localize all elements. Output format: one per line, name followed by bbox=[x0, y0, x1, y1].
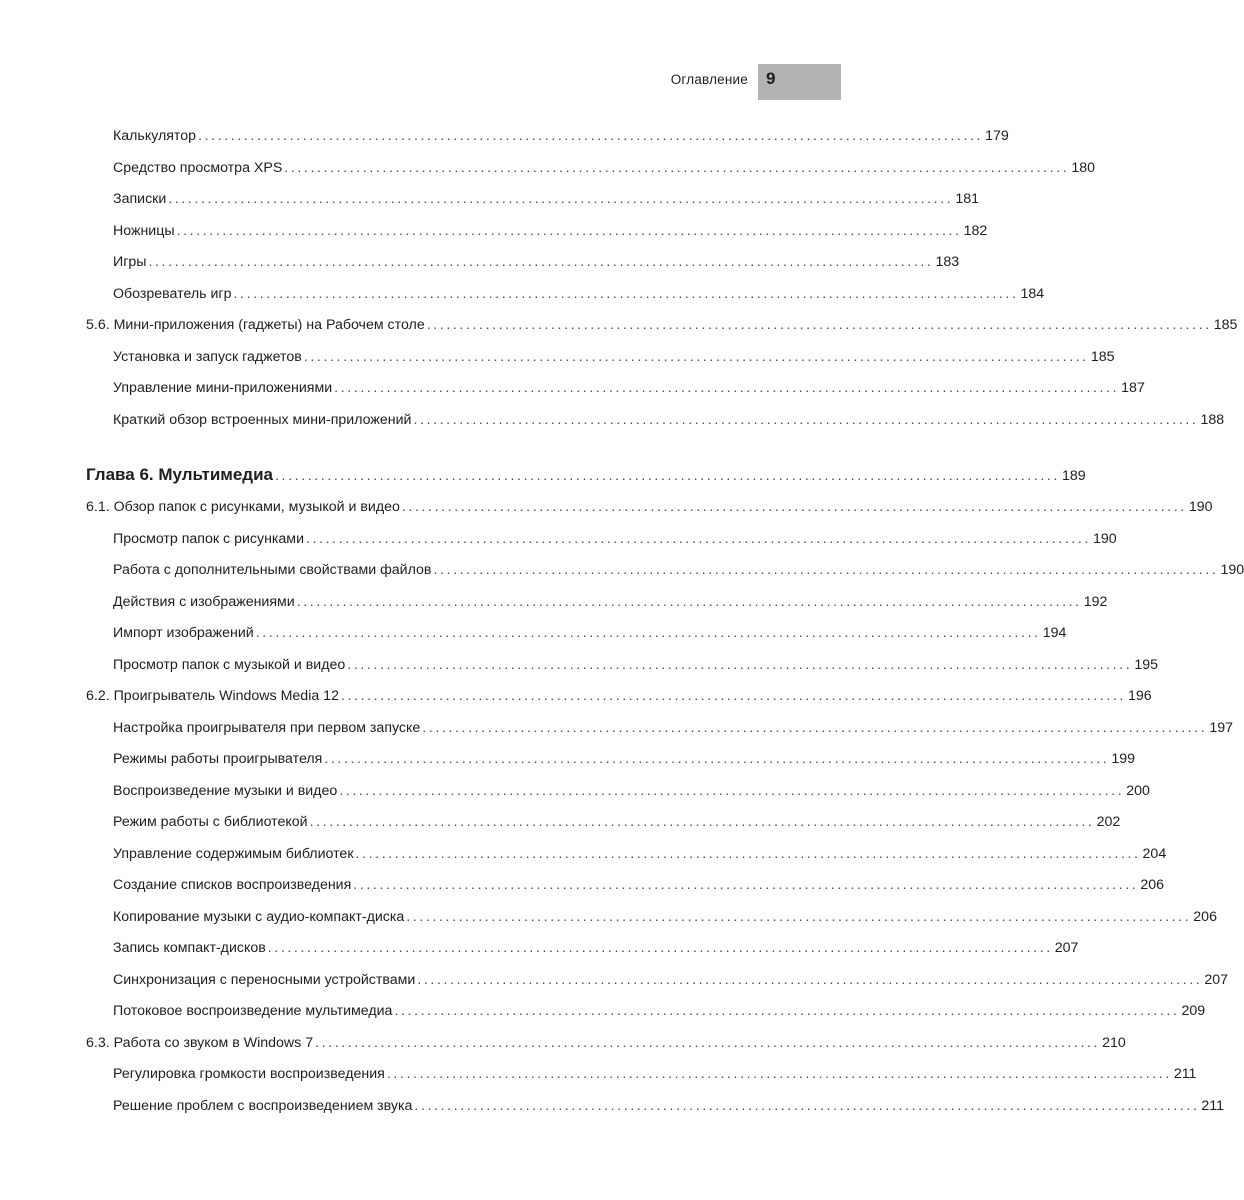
toc-entry-title: Установка и запуск гаджетов bbox=[113, 348, 302, 365]
toc-entry-title: Копирование музыки с аудио-компакт-диска bbox=[113, 908, 405, 925]
toc-entry[interactable] bbox=[113, 968, 1229, 992]
toc-entry-title: Управление содержимым библиотек bbox=[113, 845, 354, 862]
toc-section[interactable] bbox=[86, 684, 1152, 708]
toc-entry-title: Средство просмотра XPS bbox=[113, 159, 283, 176]
toc-entry-title: Настройка проигрывателя при первом запуске bbox=[113, 719, 421, 736]
toc-entry-title: Ножницы bbox=[113, 222, 175, 239]
dot-leader: ........................................................................................................................ bbox=[233, 285, 1019, 302]
dot-leader: ........................................................................................................................ bbox=[394, 1003, 1180, 1019]
toc-entry[interactable] bbox=[113, 590, 1108, 614]
dot-leader: ........................................................................................................................ bbox=[340, 688, 1126, 704]
toc-entry-title: Регулировка громкости воспроизведения bbox=[113, 1066, 385, 1082]
toc-entry[interactable] bbox=[113, 842, 1167, 866]
dot-leader: ........................................................................................................................ bbox=[414, 1097, 1200, 1114]
toc-entry-title: Импорт изображений bbox=[113, 625, 254, 641]
toc-section-page: 185 bbox=[1213, 317, 1238, 333]
toc-entry-page: 192 bbox=[1083, 593, 1108, 610]
toc-entry[interactable] bbox=[113, 621, 1067, 645]
toc-chapter-title: Глава 6. Мультимедиа bbox=[86, 465, 273, 484]
toc-entry-page: 194 bbox=[1042, 625, 1067, 641]
dot-leader: ........................................................................................................................ bbox=[255, 625, 1041, 641]
dot-leader: ........................................................................................................................ bbox=[267, 940, 1053, 956]
toc-entry-page: 199 bbox=[1111, 751, 1136, 767]
toc-entry[interactable] bbox=[113, 156, 1095, 180]
toc-section-title: 5.6. Мини-приложения (гаджеты) на Рабочем столе bbox=[86, 317, 425, 333]
toc-entry[interactable] bbox=[113, 558, 1244, 582]
toc-section[interactable] bbox=[86, 495, 1213, 519]
dot-leader: ........................................................................................................................ bbox=[353, 877, 1139, 893]
dot-leader: ........................................................................................................................ bbox=[426, 317, 1212, 333]
dot-leader: ........................................................................................................................ bbox=[275, 468, 1061, 484]
toc-section-page: 210 bbox=[1102, 1034, 1126, 1051]
toc-entry-title: Синхронизация с переносными устройствами bbox=[113, 971, 416, 988]
dot-leader: ........................................................................................................................ bbox=[309, 814, 1095, 830]
toc-entry[interactable] bbox=[113, 905, 1217, 929]
toc-entry-title: Действия с изображениями bbox=[113, 593, 295, 610]
dot-leader: ........................................................................................................................ bbox=[315, 1034, 1101, 1051]
toc-entry-page: 185 bbox=[1090, 348, 1115, 365]
toc-entry[interactable] bbox=[113, 873, 1164, 897]
toc-entry-title: Воспроизведение музыки и видео bbox=[113, 782, 338, 799]
toc-entry-page: 190 bbox=[1093, 530, 1117, 547]
toc-entry[interactable] bbox=[113, 345, 1115, 369]
dot-leader: ........................................................................................................................ bbox=[303, 348, 1089, 365]
toc-entry-title: Просмотр папок с музыкой и видео bbox=[113, 656, 346, 673]
header-title: Оглавление bbox=[670, 72, 748, 87]
dot-leader: ........................................................................................................................ bbox=[347, 656, 1133, 673]
toc-entry-title: Создание списков воспроизведения bbox=[113, 877, 352, 893]
toc-entry[interactable] bbox=[113, 282, 1045, 306]
toc-entry-page: 197 bbox=[1209, 719, 1233, 736]
toc-section-page: 196 bbox=[1127, 688, 1152, 704]
toc-section-title: 6.3. Работа со звуком в Windows 7 bbox=[86, 1034, 314, 1051]
dot-leader: ........................................................................................................................ bbox=[296, 593, 1082, 610]
toc-section-title: 6.2. Проигрыватель Windows Media 12 bbox=[86, 688, 339, 704]
toc-entry-page: 211 bbox=[1173, 1066, 1197, 1082]
toc-entry-title: Работа с дополнительными свойствами файлов bbox=[113, 562, 432, 578]
toc-entry-title: Краткий обзор встроенных мини-приложений bbox=[113, 411, 412, 428]
dot-leader: ........................................................................................................................ bbox=[433, 562, 1219, 578]
toc-section[interactable] bbox=[86, 313, 1238, 337]
toc-chapter-page: 189 bbox=[1062, 468, 1086, 484]
toc-entry-page: 190 bbox=[1220, 562, 1244, 578]
toc-entry-page: 182 bbox=[963, 222, 988, 239]
dot-leader: ........................................................................................................................ bbox=[324, 751, 1110, 767]
page-number: 9 bbox=[766, 69, 776, 88]
toc-entry-title: Управление мини-приложениями bbox=[113, 380, 333, 396]
toc-entry[interactable] bbox=[113, 999, 1206, 1023]
toc-entry[interactable] bbox=[113, 779, 1150, 803]
dot-leader: ........................................................................................................................ bbox=[334, 380, 1120, 396]
toc-entry[interactable] bbox=[113, 250, 960, 274]
dot-leader: ........................................................................................................................ bbox=[284, 159, 1070, 176]
toc-entry-title: Калькулятор bbox=[113, 128, 197, 144]
dot-leader: ........................................................................................................................ bbox=[386, 1066, 1172, 1082]
toc-section-title: 6.1. Обзор папок с рисунками, музыкой и видео bbox=[86, 499, 400, 515]
toc-entry[interactable] bbox=[113, 653, 1158, 677]
dot-leader: ........................................................................................................................ bbox=[306, 530, 1092, 547]
dot-leader: ........................................................................................................................ bbox=[355, 845, 1141, 862]
toc-entry-title: Режимы работы проигрывателя bbox=[113, 751, 323, 767]
dot-leader: ........................................................................................................................ bbox=[176, 222, 962, 239]
dot-leader: ........................................................................................................................ bbox=[148, 254, 934, 270]
toc-entry-page: 206 bbox=[1193, 908, 1217, 925]
toc-entry-page: 179 bbox=[985, 128, 1009, 144]
dot-leader: ........................................................................................................................ bbox=[406, 908, 1192, 925]
toc-entry-page: 183 bbox=[935, 254, 960, 270]
toc-entry-page: 202 bbox=[1096, 814, 1121, 830]
toc-entry-title: Режим работы с библиотекой bbox=[113, 814, 308, 830]
toc-entry[interactable] bbox=[113, 810, 1121, 834]
toc-entry[interactable] bbox=[113, 376, 1145, 400]
toc-entry-page: 211 bbox=[1201, 1097, 1225, 1114]
dot-leader: ........................................................................................................................ bbox=[168, 191, 954, 207]
toc-entry-title: Решение проблем с воспроизведением звука bbox=[113, 1097, 413, 1114]
toc-chapter[interactable] bbox=[86, 463, 1086, 487]
toc-entry[interactable] bbox=[113, 747, 1136, 771]
toc-entry-page: 207 bbox=[1054, 940, 1079, 956]
toc-entry[interactable] bbox=[113, 187, 979, 211]
toc-entry-title: Запись компакт-дисков bbox=[113, 940, 266, 956]
toc-entry-page: 181 bbox=[955, 191, 979, 207]
toc-entry[interactable] bbox=[113, 1094, 1225, 1118]
toc-entry-page: 209 bbox=[1181, 1003, 1206, 1019]
dot-leader: ........................................................................................................................ bbox=[422, 719, 1208, 736]
dot-leader: ........................................................................................................................ bbox=[198, 128, 984, 144]
toc-entry-page: 188 bbox=[1200, 411, 1225, 428]
toc-entry-page: 204 bbox=[1142, 845, 1167, 862]
dot-leader: ........................................................................................................................ bbox=[401, 499, 1187, 515]
dot-leader: ........................................................................................................................ bbox=[413, 411, 1199, 428]
toc-entry[interactable] bbox=[113, 936, 1079, 960]
toc-entry-page: 200 bbox=[1126, 782, 1150, 799]
dot-leader: ........................................................................................................................ bbox=[417, 971, 1203, 988]
toc-entry-title: Записки bbox=[113, 191, 167, 207]
toc-entry[interactable] bbox=[113, 408, 1225, 432]
toc-entry-title: Обозреватель игр bbox=[113, 285, 232, 302]
toc-entry-title: Просмотр папок с рисунками bbox=[113, 530, 304, 547]
toc-entry[interactable] bbox=[113, 716, 1233, 740]
toc-entry-page: 207 bbox=[1204, 971, 1229, 988]
toc-entry-title: Потоковое воспроизведение мультимедиа bbox=[113, 1003, 393, 1019]
toc-entry[interactable] bbox=[113, 124, 1009, 148]
toc-entry-page: 206 bbox=[1140, 877, 1164, 893]
toc-section[interactable] bbox=[86, 1031, 1126, 1055]
toc-entry-page: 180 bbox=[1071, 159, 1095, 176]
toc-entry-title: Игры bbox=[113, 254, 147, 270]
dot-leader: ........................................................................................................................ bbox=[339, 782, 1125, 799]
page-number-tab bbox=[758, 64, 841, 100]
toc-entry-page: 187 bbox=[1121, 380, 1145, 396]
toc-section-page: 190 bbox=[1188, 499, 1213, 515]
toc-entry-page: 184 bbox=[1020, 285, 1045, 302]
running-header bbox=[0, 64, 841, 100]
toc-entry[interactable] bbox=[113, 1062, 1197, 1086]
toc-entry[interactable] bbox=[113, 219, 988, 243]
toc-entry-page: 195 bbox=[1134, 656, 1158, 673]
toc-entry[interactable] bbox=[113, 527, 1117, 551]
